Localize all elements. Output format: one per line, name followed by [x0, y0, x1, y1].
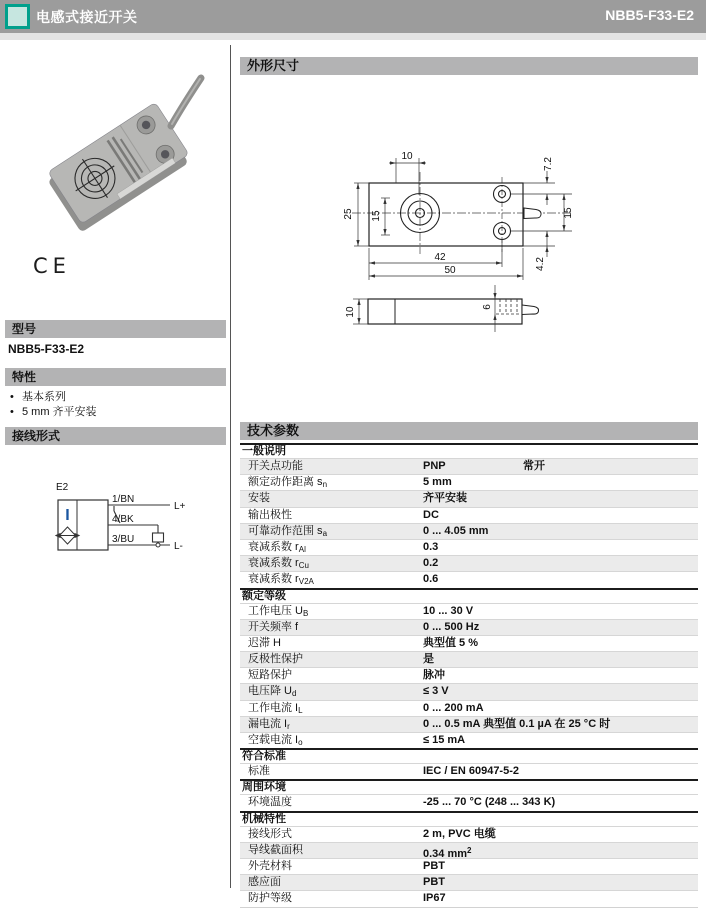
param-label: 电压降 $U_d$ — [248, 685, 297, 699]
feature-item: • 5 mm 齐平安装 — [10, 406, 97, 418]
table-row — [240, 763, 698, 779]
output-symbol: I — [65, 507, 70, 524]
bullet-icon: • — [10, 406, 14, 418]
table-row — [240, 635, 698, 651]
table-row — [240, 667, 698, 683]
table-row — [240, 716, 698, 732]
table-section-title: 额定等级 — [240, 588, 698, 603]
bullet-icon: • — [10, 391, 14, 403]
section-header-model: 型号 — [5, 320, 226, 338]
param-value: 0 ... 0.5 mA 典型值 0.1 µA 在 25 °C 时 — [423, 717, 611, 730]
cable-stub-top — [524, 208, 541, 219]
table-row — [240, 458, 698, 474]
ce-mark: CE — [33, 254, 71, 278]
table-row — [240, 619, 698, 635]
column-divider — [230, 45, 231, 888]
dim-right-mid: 15 — [563, 207, 574, 219]
param-label: 环境温度 — [248, 796, 292, 809]
param-value: DC — [423, 508, 439, 521]
brand-square-icon — [5, 4, 30, 29]
param-label: 标准 — [248, 765, 270, 778]
side-dimension-arrows — [357, 293, 496, 324]
param-label: 可靠动作范围 $s_a$ — [248, 524, 328, 538]
side-dimension-lines — [353, 285, 495, 332]
section-header-connection: 接线形式 — [5, 427, 226, 445]
wiring-diagram-e2 — [40, 476, 205, 571]
param-label: 漏电流 $I_r$ — [248, 717, 290, 731]
header-bar — [0, 0, 706, 33]
header-model-number: NBB5-F33-E2 — [605, 7, 694, 23]
param-value: PNP — [423, 460, 446, 472]
table-row — [240, 732, 698, 748]
table-row — [240, 523, 698, 539]
param-value: 5 mm — [423, 476, 452, 489]
dim-right-top: 7.2 — [543, 157, 554, 171]
page-title: 电感式接近开关 — [36, 9, 138, 25]
terminal-lminus: L- — [174, 541, 183, 552]
param-value: 齐平安装 — [423, 492, 467, 505]
table-row — [240, 858, 698, 874]
tech-table — [240, 443, 698, 908]
section-header-features: 特性 — [5, 368, 226, 386]
hidden-hole-lines — [496, 299, 521, 314]
dim-left-inner: 15 — [371, 210, 382, 222]
table-row — [240, 474, 698, 490]
param-value: 脉冲 — [423, 669, 445, 682]
param-value: 0.3 — [423, 540, 439, 553]
table-section-title: 周围环境 — [240, 779, 698, 794]
param-label: 外壳材料 — [248, 859, 292, 872]
wire-label-bk: 4/BK — [112, 514, 134, 525]
param-value: ≤ 15 mA — [423, 734, 466, 746]
param-label: 衰减系数 $r_{Al}$ — [248, 540, 306, 554]
wire-junction-node — [156, 543, 160, 547]
param-value: 典型值 5 % — [423, 636, 479, 649]
table-section-title: 机械特性 — [240, 811, 698, 826]
param-label: 感应面 — [248, 876, 281, 889]
param-label: 空载电流 $I_o$ — [248, 734, 303, 747]
param-value: IEC / EN 60947-5-2 — [423, 765, 519, 778]
param-label: 额定动作距离 $s_n$ — [248, 476, 328, 490]
table-row — [240, 603, 698, 619]
table-row — [240, 700, 698, 716]
table-row — [240, 890, 698, 906]
param-value: -25 ... 70 °C (248 ... 343 K) — [423, 796, 556, 809]
param-value: 2 m, PVC 电缆 — [423, 827, 496, 840]
table-row — [240, 826, 698, 842]
table-section-title: 一般说明 — [240, 443, 698, 458]
param-value: 0.34 $mm^2$ — [423, 845, 472, 860]
side-view-body — [368, 299, 522, 324]
param-value: ≤ 3 V — [423, 685, 449, 698]
param-label: 接线形式 — [248, 827, 292, 840]
feature-item: • 基本系列 — [10, 391, 66, 403]
param-label: 短路保护 — [248, 669, 292, 682]
param-value-secondary: 常开 — [523, 460, 545, 472]
table-row — [240, 555, 698, 571]
dim-hole-span: 42 — [434, 252, 446, 263]
dim-side-depth: 6 — [482, 304, 493, 310]
table-row — [240, 507, 698, 523]
cable-stub-side — [522, 305, 539, 315]
param-value: 0 ... 200 mA — [423, 701, 484, 714]
param-value: PBT — [423, 876, 445, 889]
section-header-tech: 技术参数 — [240, 422, 698, 440]
param-value: IP67 — [423, 892, 446, 905]
features-list — [10, 390, 97, 420]
param-value: 0 ... 500 Hz — [423, 620, 480, 633]
param-label: 防护等级 — [248, 892, 292, 905]
table-row — [240, 683, 698, 699]
terminal-lplus: L+ — [174, 501, 186, 512]
table-row — [240, 651, 698, 667]
param-label: 迟滞 H — [248, 636, 281, 649]
table-row — [240, 794, 698, 810]
dim-top-width: 10 — [401, 151, 413, 162]
wire-label-bu: 3/BU — [112, 534, 135, 545]
model-number: NBB5-F33-E2 — [8, 342, 85, 356]
param-value: 0 ... 4.05 mm — [423, 524, 489, 537]
param-label: 衰减系数 $r_{Cu}$ — [248, 557, 309, 571]
param-label: 反极性保护 — [248, 653, 303, 666]
wiring-variant-label: E2 — [56, 482, 69, 493]
param-label: 工作电流 $I_L$ — [248, 701, 303, 715]
param-value: 是 — [423, 653, 434, 666]
param-label: 输出极性 — [248, 508, 292, 521]
table-section-title: 符合标准 — [240, 748, 698, 763]
top-view-body — [369, 183, 523, 246]
product-photo — [15, 58, 220, 258]
header-shadow — [0, 33, 706, 40]
dim-side-height: 10 — [345, 306, 356, 318]
table-row — [240, 571, 698, 587]
param-label: 开关点功能 — [248, 460, 303, 472]
section-header-dimensions: 外形尺寸 — [240, 57, 698, 75]
param-value: 10 ... 30 V — [423, 604, 474, 617]
param-label: 导线截面积 — [248, 843, 303, 856]
table-row — [240, 539, 698, 555]
dim-left-height: 25 — [343, 208, 354, 220]
param-value: 0.2 — [423, 557, 439, 570]
param-label: 工作电压 $U_B$ — [248, 604, 309, 618]
param-label: 衰减系数 $r_{V2A}$ — [248, 573, 314, 587]
inductive-sensor-icon — [56, 527, 79, 544]
wire-label-bn: 1/BN — [112, 494, 135, 505]
dim-total-width: 50 — [444, 265, 456, 276]
table-row — [240, 490, 698, 506]
table-row — [240, 874, 698, 890]
dim-right-bottom: 4.2 — [535, 257, 546, 271]
param-value: 0.6 — [423, 573, 439, 586]
param-value: PBT — [423, 859, 445, 872]
dimension-drawing — [340, 145, 590, 340]
param-label: 安装 — [248, 492, 270, 505]
param-label: 开关频率 f — [248, 620, 299, 633]
table-row — [240, 842, 698, 858]
